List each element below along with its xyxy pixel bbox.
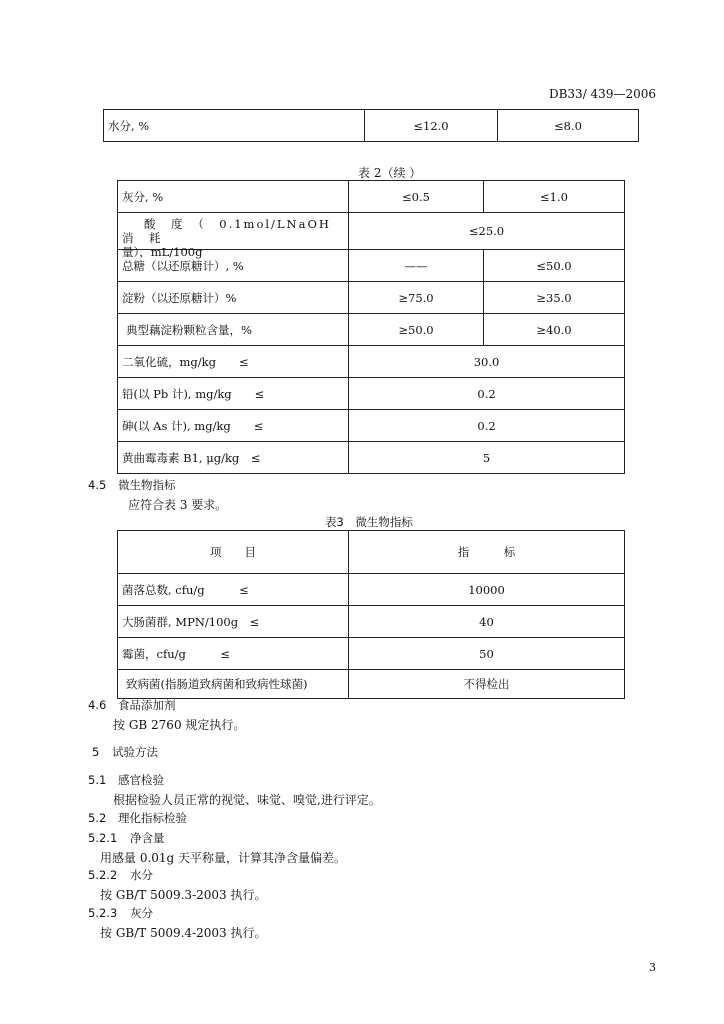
section-heading: 4.6 食品添加剂: [88, 698, 176, 712]
table-cell: 典型藕淀粉颗粒含量，%: [118, 314, 349, 346]
table-cell: ≤0.5: [349, 181, 484, 213]
acidity-label-line1: 酸 度 （ 0.1mol/LNaOH 消 耗: [122, 217, 345, 245]
table-cell: ≤25.0: [349, 213, 625, 250]
table-header-cell: 指 标: [349, 531, 625, 574]
table-cell: 50: [349, 638, 625, 670]
table-cell: 淀粉（以还原糖计）%: [118, 282, 349, 314]
table-cell: ≥40.0: [484, 314, 625, 346]
section-heading: 5.2.3 灰分: [88, 906, 153, 920]
standard-code: DB33/ 439—2006: [548, 87, 656, 101]
table-row: [118, 282, 625, 314]
table-cell: 二氧化硫，mg/kg ≤: [118, 346, 349, 378]
table-row: [118, 314, 625, 346]
section-heading: 5.2 理化指标检验: [88, 811, 187, 825]
table-cell: ≤1.0: [484, 181, 625, 213]
paragraph: 应符合表 3 要求。: [128, 498, 228, 512]
table-cell: 菌落总数, cfu/g ≤: [118, 574, 349, 606]
table-cell: 水分, %: [104, 110, 365, 142]
table-row: [118, 574, 625, 606]
table-cell: 砷(以 As 计), mg/kg ≤: [118, 410, 349, 442]
table-row: [118, 638, 625, 670]
table-row: [118, 410, 625, 442]
table-cell: 40: [349, 606, 625, 638]
table-cell: ≥50.0: [349, 314, 484, 346]
table-cell: 霉菌，cfu/g ≤: [118, 638, 349, 670]
table-row: [118, 531, 625, 574]
table-cell: 10000: [349, 574, 625, 606]
table-row: [118, 378, 625, 410]
table-row: [118, 670, 625, 699]
section-heading: 5.2.1 净含量: [88, 831, 165, 845]
table-cell: 0.2: [349, 378, 625, 410]
table-row: [118, 442, 625, 474]
paragraph: 用感量 0.01g 天平称量，计算其净含量偏差。: [100, 851, 347, 865]
paragraph: 按 GB/T 5009.3-2003 执行。: [100, 888, 267, 902]
table-cell: 灰分, %: [118, 181, 349, 213]
table-cell: ≥75.0: [349, 282, 484, 314]
table-cell: 黄曲霉毒素 B1, μg/kg ≤: [118, 442, 349, 474]
table-cell: 总糖（以还原糖计）, %: [118, 250, 349, 282]
table-cell: [118, 213, 349, 259]
paragraph: 根据检验人员正常的视觉、味觉、嗅觉,进行评定。: [113, 793, 381, 807]
table-caption: 表 2（续 ）: [358, 166, 422, 180]
table-row: [118, 606, 625, 638]
section-heading: 5.1 感官检验: [88, 773, 164, 787]
paragraph: 按 GB 2760 规定执行。: [113, 718, 246, 732]
table-header-cell: 项 目: [118, 531, 349, 574]
table-cell: 大肠菌群, MPN/100g ≤: [118, 606, 349, 638]
section-heading: 5 试验方法: [92, 745, 158, 759]
table-cell: ≤50.0: [484, 250, 625, 282]
page-number: 3: [649, 961, 656, 974]
acidity-label-line2: 量），mL/100g: [122, 245, 203, 259]
table-row: [118, 213, 625, 250]
table-row: [118, 181, 625, 213]
table-cell: ≤12.0: [365, 110, 498, 142]
table-row: [118, 346, 625, 378]
table-cell: 铅(以 Pb 计), mg/kg ≤: [118, 378, 349, 410]
table-cell: 30.0: [349, 346, 625, 378]
table2-part1: [103, 109, 639, 142]
section-heading: 5.2.2 水分: [88, 868, 153, 882]
table-caption: 表3 微生物指标: [325, 515, 413, 529]
table-row: [104, 110, 639, 142]
table2-cont: [117, 180, 625, 474]
table-cell: 致病菌(指肠道致病菌和致病性球菌): [118, 670, 349, 699]
table-cell: ≥35.0: [484, 282, 625, 314]
table-cell: 不得检出: [349, 670, 625, 699]
table3: [117, 530, 625, 699]
table-cell: 0.2: [349, 410, 625, 442]
table-cell: ——: [349, 250, 484, 282]
section-heading: 4.5 微生物指标: [88, 478, 176, 492]
table-cell: ≤8.0: [498, 110, 639, 142]
table-cell: 5: [349, 442, 625, 474]
paragraph: 按 GB/T 5009.4-2003 执行。: [100, 926, 267, 940]
